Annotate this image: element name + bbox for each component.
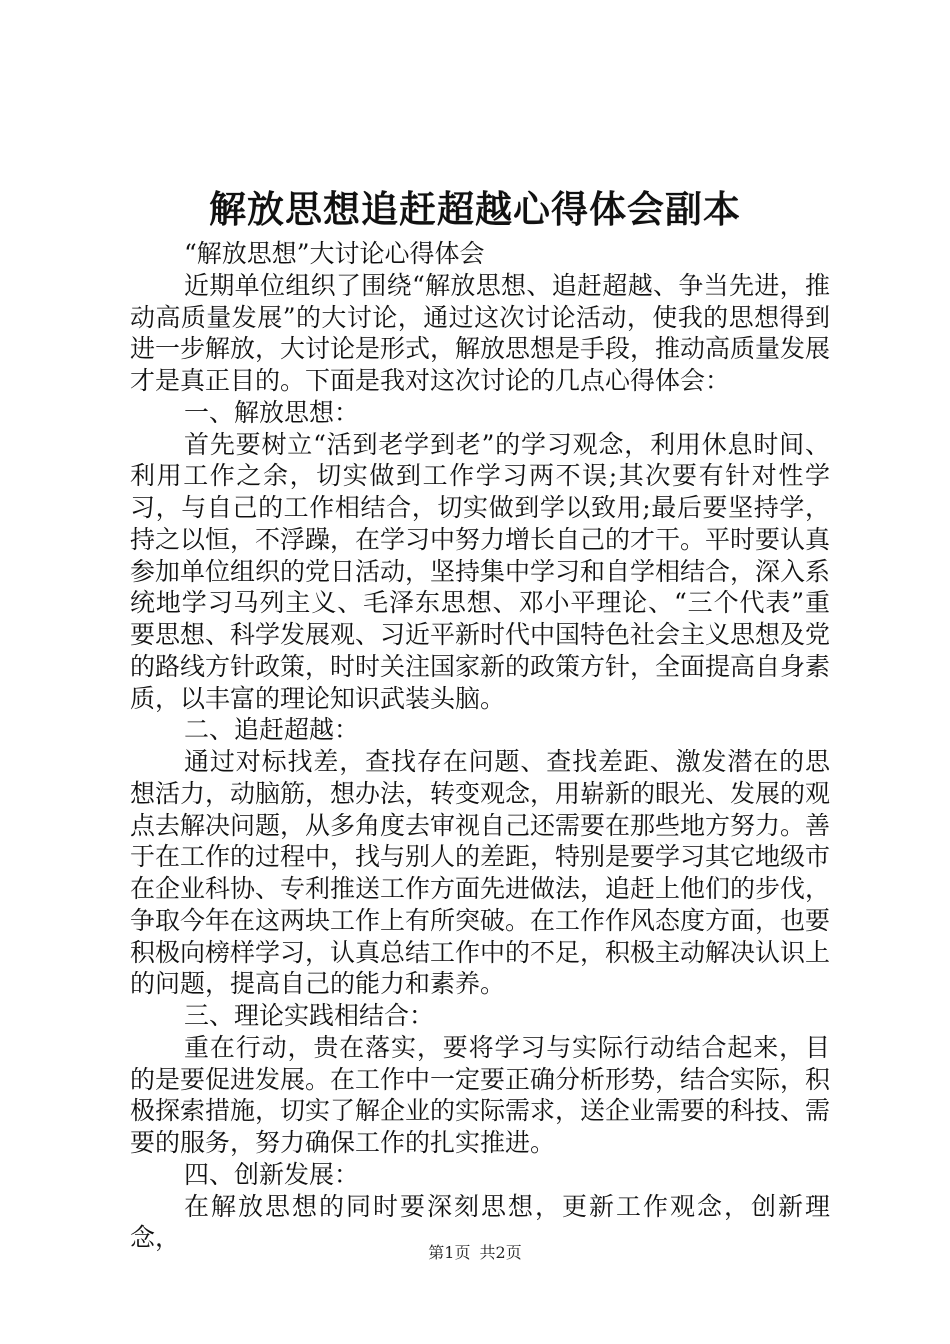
section-heading-1: 一、解放思想： bbox=[184, 397, 360, 427]
section-heading-2: 二、追赶超越： bbox=[184, 715, 360, 745]
page-number: 第1页 bbox=[428, 1243, 471, 1262]
page-total: 共2页 bbox=[479, 1243, 522, 1262]
page-footer bbox=[0, 1243, 950, 1263]
intro-paragraph: 近期单位组织了围绕“解放思想、追赶超越、争当先进，推动高质量发展”的大讨论，通过这次讨论活动，使我的思想得到进一步解放，大讨论是形式，解放思想是手段，推动高质量发展才是真正目的。下面是我对这次讨论的几点心得体会： bbox=[130, 270, 831, 395]
section-paragraph-3: 重在行动，贵在落实，要将学习与实际行动结合起来，目的是要促进发展。在工作中一定要正确分析形势，结合实际，积极探索措施，切实了解企业的实际需求，送企业需要的科技、需要的服务，努力确保工作的扎实推进。 bbox=[130, 1032, 831, 1157]
section-heading-3: 三、理论实践相结合： bbox=[184, 1001, 435, 1030]
subtitle: “解放思想”大讨论心得体会 bbox=[184, 239, 485, 268]
section-heading-4: 四、创新发展： bbox=[184, 1159, 360, 1189]
section-paragraph-1: 首先要树立“活到老学到老”的学习观念，利用休息时间、利用工作之余，切实做到工作学习两不误;其次要有针对性学习，与自己的工作相结合，切实做到学以致用;最后要坚持学，持之以恒，不浮躁，在学习中努力增长自己的才干。平时要认真参加单位组织的党日活动，坚持集中学习和自学相结合，深入系统地学习马列主义、毛泽东思想、邓小平理论、“三个代表”重要思想、科学发展观、习近平新时代中国特色社会主义思想及党的路线方针政策，时时关注国家新的政策方针，全面提高自身素质，以丰富的理论知识武装头脑。 bbox=[130, 429, 831, 713]
section-paragraph-2: 通过对标找差，查找存在问题、查找差距、激发潜在的思想活力，动脑筋，想办法，转变观念，用崭新的眼光、发展的观点去解决问题，从多角度去审视自己还需要在那些地方努力。善于在工作的过程中，找与别人的差距，特别是要学习其它地级市在企业科协、专利推送工作方面先进做法，追赶上他们的步伐，争取今年在这两块工作上有所突破。在工作作风态度方面，也要积极向榜样学习，认真总结工作中的不足，积极主动解决认识上的问题，提高自己的能力和素养。 bbox=[130, 747, 831, 999]
section-paragraph-4: 在解放思想的同时要深刻思想，更新工作观念，创新理念， bbox=[130, 1191, 830, 1253]
document-body bbox=[130, 238, 830, 1254]
document-title: 解放思想追赶超越心得体会副本 bbox=[209, 187, 741, 231]
